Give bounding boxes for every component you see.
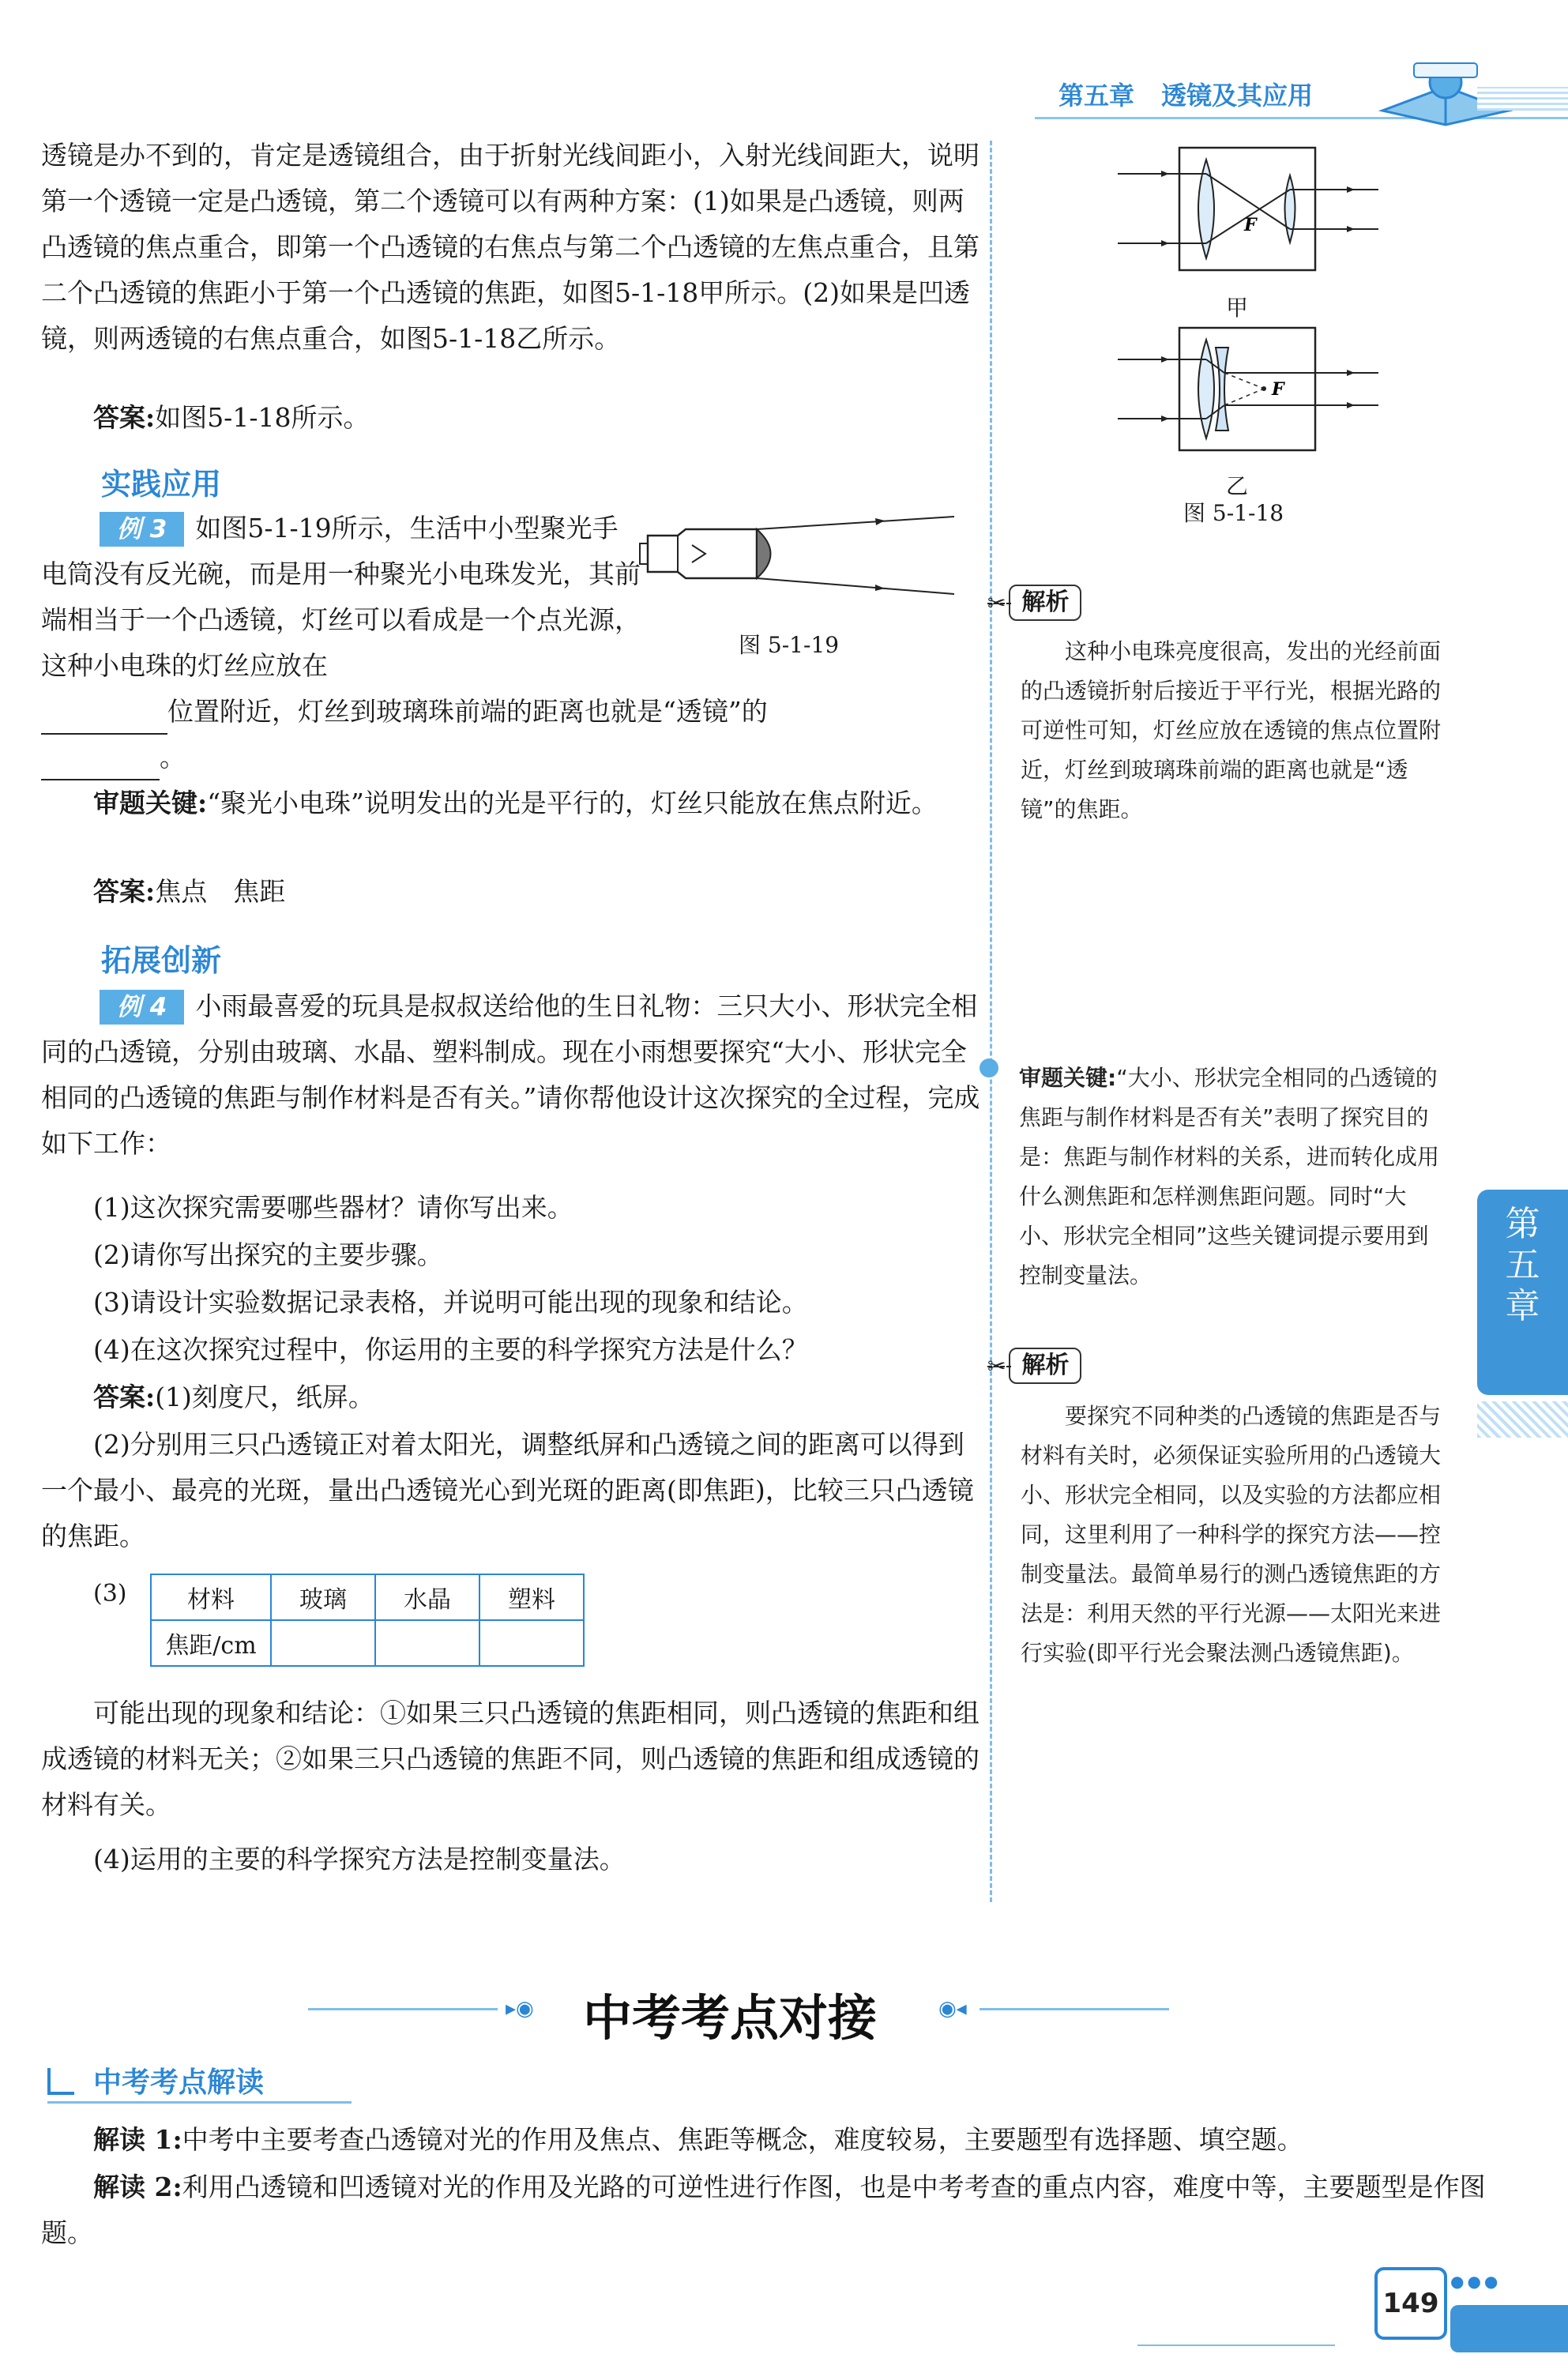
table-cell <box>271 1620 375 1666</box>
example-3-answer-text: 焦点 焦距 <box>155 876 286 907</box>
footer-dots: ●●● <box>1450 2272 1502 2291</box>
footer-bar <box>1450 2305 1568 2352</box>
reading-1 <box>41 2117 1526 2163</box>
table-cell: 玻璃 <box>271 1574 375 1620</box>
focus-label-yi: F <box>1272 379 1284 400</box>
example-4-q2: (2)请你写出探究的主要步骤。 <box>93 1239 443 1270</box>
example-3-tag: 例 3 <box>100 512 184 547</box>
blank-1[interactable] <box>41 701 167 735</box>
page-number-badge <box>1374 2267 1447 2340</box>
example-3-key-text: “聚光小电珠”说明发出的光是平行的，灯丝只能放在焦点附近。 <box>207 788 938 818</box>
figure-caption-5-1-19: 图 5-1-19 <box>739 632 840 658</box>
reading-2 <box>41 2164 1526 2256</box>
jiexi-label-1: 解析 <box>1009 585 1081 621</box>
header-stripes <box>1477 87 1568 111</box>
table-cell: 水晶 <box>375 1574 479 1620</box>
chapter-tab-stripes <box>1477 1401 1568 1438</box>
table-cell: 材料 <box>151 1574 271 1620</box>
figure-5-1-19 <box>638 506 962 600</box>
banner-arrow-left-icon: ▸◉ <box>506 1997 534 2021</box>
figure-label-yi: 乙 <box>1226 473 1249 499</box>
banner-line-right <box>980 2008 1169 2010</box>
example-4-q3: (3)请设计实验数据记录表格，并说明可能出现的现象和结论。 <box>93 1287 808 1318</box>
table-cell: 塑料 <box>479 1574 584 1620</box>
chapter-tab-char: 五 <box>1505 1245 1540 1285</box>
example-3-text <box>41 506 641 689</box>
example-4-a3-label: (3) <box>93 1580 127 1608</box>
answer-1-label: 答案: <box>93 402 156 433</box>
jiexi-rule-1 <box>987 603 1011 604</box>
example-3-end: 。 <box>160 742 186 773</box>
page-header <box>1035 73 1568 120</box>
example-4-q4: (4)在这次探究过程中，你运用的主要的科学探究方法是什么？ <box>93 1334 808 1365</box>
header-title: 透镜及其应用 <box>1161 81 1314 111</box>
banner-line-left <box>308 2008 498 2010</box>
figure-5-1-18-yi <box>1118 324 1378 454</box>
page-number: 149 <box>1382 2288 1439 2319</box>
table-cell <box>375 1620 479 1666</box>
reading-1-label: 解读 1: <box>93 2124 182 2155</box>
chapter-tab-char: 第 <box>1505 1204 1540 1244</box>
figure-label-jia: 甲 <box>1226 295 1249 321</box>
answer-1-text: 如图5-1-18所示。 <box>155 402 370 433</box>
example-3-blanks <box>41 689 985 780</box>
scissors-icon: ✂ <box>987 1352 1006 1379</box>
blank-2[interactable] <box>41 747 160 780</box>
example-3-body-2: 位置附近，灯丝到玻璃珠前端的距离也就是“透镜”的 <box>167 696 768 727</box>
column-divider <box>990 141 992 1902</box>
side-note-2: 要探究不同种类的凸透镜的焦距是否与材料有关时，必须保证实验所用的凸透镜大小、形状完全相同，以及实验的方法都应相同，这里利用了一种科学的探究方法——控制变量法。最简单易行的测凸透镜焦距的方法是：利用天然的平行光源——太阳光来进行实验(即平行光会聚法测凸透镜焦距)。 <box>1021 1403 1442 1666</box>
scissors-icon: ✂ <box>987 589 1006 616</box>
example-4-answer-4: (4)运用的主要的科学探究方法是控制变量法。 <box>93 1844 626 1875</box>
example-4-tag: 例 4 <box>100 990 184 1025</box>
reading-2-label: 解读 2: <box>93 2172 182 2202</box>
example-4-answer-2: (2)分别用三只凸透镜正对着太阳光，调整纸屏和凸透镜之间的距离可以得到一个最小、最亮的光斑，量出凸透镜光心到光斑的距离(即焦距)，比较三只凸透镜的焦距。 <box>41 1429 974 1551</box>
jiexi-rule-2 <box>987 1366 1011 1367</box>
example-4-body: 小雨最喜爱的玩具是叔叔送给他的生日礼物：三只大小、形状完全相同的凸透镜，分别由玻璃、水晶、塑料制成。现在小雨想要探究“大小、形状完全相同的凸透镜的焦距与制作材料是否有关。”请你帮他设计这次探究的全过程，完成如下工作： <box>41 991 980 1159</box>
jiexi-label-2: 解析 <box>1009 1348 1081 1384</box>
example-3-answer-label: 答案: <box>93 876 156 907</box>
example-4-text <box>41 983 985 1167</box>
side-key-text: “大小、形状完全相同的凸透镜的焦距与制作材料是否有关”表明了探究目的是：焦距与制作材料的关系，进而转化成用什么测焦距和怎样测焦距问题。同时“大小、形状完全相同”这些关键词提示要用到控制变量法。 <box>1019 1065 1440 1288</box>
reading-1-text: 中考中主要考查凸透镜对光的作用及焦点、焦距等概念，难度较易，主要题型有选择题、填空题。 <box>182 2124 1303 2155</box>
section-practice-heading: 实践应用 <box>101 467 222 502</box>
footer-line <box>1137 2345 1335 2346</box>
chapter-tab-char: 章 <box>1505 1286 1540 1326</box>
example-4-q1: (1)这次探究需要哪些器材？请你写出来。 <box>93 1192 573 1223</box>
figure-5-1-18-jia <box>1118 144 1378 278</box>
figure-caption-5-1-18: 图 5-1-18 <box>1183 500 1284 526</box>
example-4-a1: (1)刻度尺，纸屏。 <box>155 1382 374 1412</box>
table-cell: 焦距/cm <box>151 1620 271 1666</box>
example-4-answer-3: 可能出现的现象和结论：①如果三只凸透镜的焦距相同，则凸透镜的焦距和组成透镜的材料无关；②如果三只凸透镜的焦距不同，则凸透镜的焦距和组成透镜的材料有关。 <box>41 1698 980 1820</box>
focal-length-table <box>150 1574 585 1667</box>
example-4-answer-1 <box>41 1374 985 1420</box>
table-row <box>151 1620 584 1666</box>
subhead-title: 中考考点解读 <box>93 2066 265 2099</box>
example-3-answer <box>41 869 985 915</box>
banner-title: 中考考点对接 <box>583 1989 878 2047</box>
banner-arrow-right-icon: ◉◂ <box>938 1997 967 2021</box>
answer-1 <box>41 395 985 441</box>
intro-paragraph: 透镜是办不到的，肯定是透镜组合，由于折射光线间距小，入射光线间距大，说明第一个透镜一定是凸透镜，第二个透镜可以有两种方案：(1)如果是凸透镜，则两凸透镜的焦点重合，即第一个凸透镜的右焦点与第二个凸透镜的左焦点重合，且第二个凸透镜的焦距小于第一个凸透镜的焦距，如图5-1-18甲所示。(2)如果是凹透镜，则两透镜的右焦点重合，如图5-1-18乙所示。 <box>41 140 980 354</box>
header-chapter: 第五章 <box>1058 81 1135 111</box>
focus-label-jia: F <box>1244 215 1257 235</box>
side-key <box>1019 1059 1446 1295</box>
subhead-icon <box>47 2068 74 2095</box>
side-key-label: 审题关键: <box>1019 1065 1117 1091</box>
table-cell <box>479 1620 584 1666</box>
chapter-tab <box>1477 1190 1568 1395</box>
reading-2-text: 利用凸透镜和凹透镜对光的作用及光路的可逆性进行作图，也是中考考查的重点内容，难度中等，主要题型是作图题。 <box>41 2172 1486 2248</box>
subhead-underline <box>47 2101 352 2104</box>
pointer-icon <box>980 1059 998 1077</box>
example-3-key <box>41 780 985 826</box>
example-3-body: 如图5-1-19所示，生活中小型聚光手电筒没有反光碗，而是用一种聚光小电珠发光，其前端相当于一个凸透镜，灯丝可以看成是一个点光源，这种小电珠的灯丝应放在 <box>41 513 641 681</box>
table-header-row <box>151 1574 584 1620</box>
example-4-answer-label: 答案: <box>93 1382 156 1412</box>
example-3-key-label: 审题关键: <box>93 788 208 818</box>
side-note-1: 这种小电珠亮度很高，发出的光经前面的凸透镜折射后接近于平行光，根据光路的可逆性可知，灯丝应放在透镜的焦点位置附近，灯丝到玻璃珠前端的距离也就是“透镜”的焦距。 <box>1021 638 1442 822</box>
section-extend-heading: 拓展创新 <box>101 943 222 978</box>
